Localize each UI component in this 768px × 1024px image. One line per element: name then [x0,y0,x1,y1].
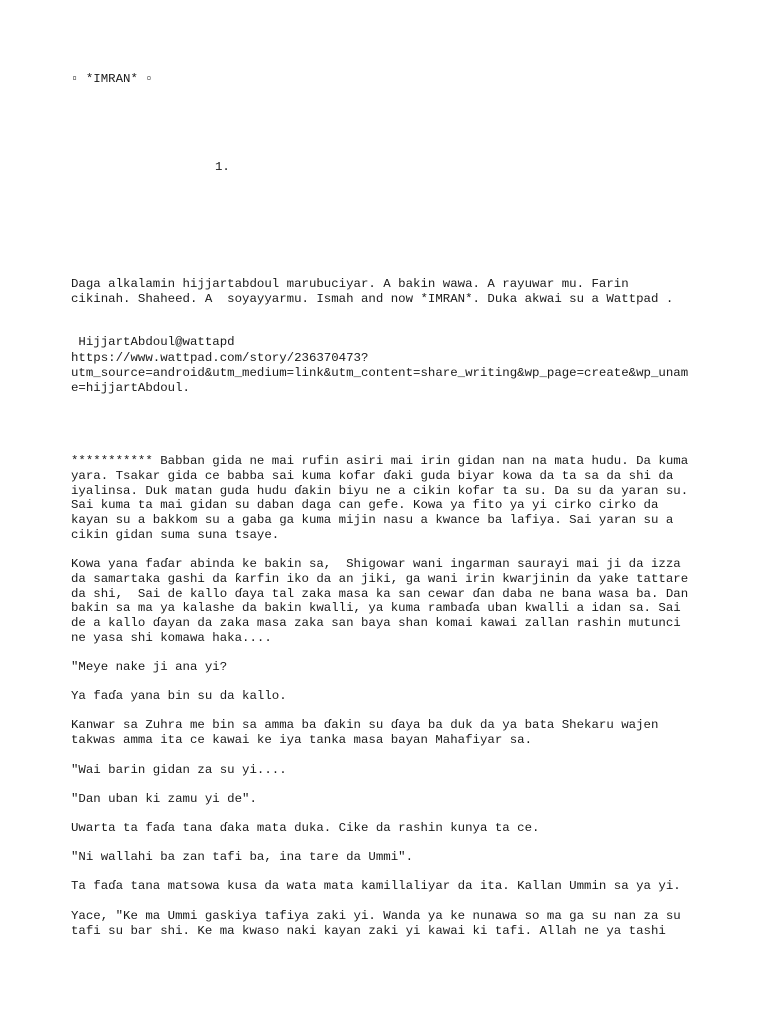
paragraph-6: "Wai barin gidan za su yi.... [71,763,287,777]
chapter-number: 1. [215,160,230,174]
paragraph-4: Ya faɗa yana bin su da kallo. [71,689,287,703]
paragraph-1: *********** Babban gida ne mai rufin asiri mai irin gidan nan na mata hudu. Da kuma yara. Tsakar gida ce babba sai kuma kofar ɗaki guda biyar kowa da ta sa da shi da iyalinsa. Duk matan guda hudu ɗakin biyu ne a cikin kofar ta su. Da su da yaran su. Sai kuma ta mai gidan su daban daga can gefe. Kowa ya fito ya yi cirko cirko da kayan su a bakkom su a gaba ga kuma mijin nasu a kwance ba lafiya. Sai yaran su a cikin gidan suma suna tsaye. [71,454,689,542]
paragraph-10: Ta faɗa tana matsowa kusa da wata mata kamillaliyar da ita. Kallan Ummin sa ya yi. [71,879,681,893]
paragraph-2: Kowa yana faɗar abinda ke bakin sa, Shigowar wani ingarman saurayi mai ji da izza da samartaka gashi da ƙarfin iko da an jiki, ga wani irin kwarjinin da yake tattare da shi, Sai de kallo ɗaya tal zaka masa ka san cewar ɗan daba ne bana wasa ba. Dan bakin sa ma ya kalashe da bakin kwalli, ya kuma rambaɗa uban kwalli a idan sa. Sai de a kallo ɗayan da zaka masa zaka san baya shan komai kawai zallan rashin mutunci ne yasa shi komawa haka.... [71,557,689,645]
document-title: ▫ *IMRAN* ▫ [71,72,153,86]
author-handle: HijjartAbdoul@wattapd [71,335,235,349]
paragraph-7: "Dan uban ki zamu yi de". [71,792,257,806]
paragraph-5: Kanwar sa Zuhra me bin sa amma ba ɗakin su ɗaya ba duk da ya bata Shekaru wajen takwas amma ita ce kawai ke iya tanka masa bayan Mahafiyar sa. [71,718,659,747]
paragraph-11: Yace, "Ke ma Ummi gaskiya tafiya zaki yi. Wanda ya ke nunawa so ma ga su nan za su tafi su bar shi. Ke ma kwaso naki kayan zaki yi kawai ki tafi. Allah ne ya tashi [71,909,681,938]
intro-paragraph: Daga alkalamin hijjartabdoul marubuciyar. A bakin wawa. A rayuwar mu. Farin cikinah. Shaheed. A soyayyarmu. Ismah and now *IMRAN*. Duka akwai su a Wattpad . [71,277,674,306]
paragraph-3: "Meye nake ji ana yi? [71,660,228,674]
story-link[interactable]: https://www.wattpad.com/story/236370473? utm_source=android&utm_medium=link&utm_content=share_writing&wp_page=create&wp_unam e=hijjartAbdoul. [71,351,689,395]
paragraph-8: Uwarta ta faɗa tana ɗaka mata duka. Cike da rashin kunya ta ce. [71,821,540,835]
paragraph-9: "Ni wallahi ba zan tafi ba, ina tare da Ummi". [71,850,414,864]
